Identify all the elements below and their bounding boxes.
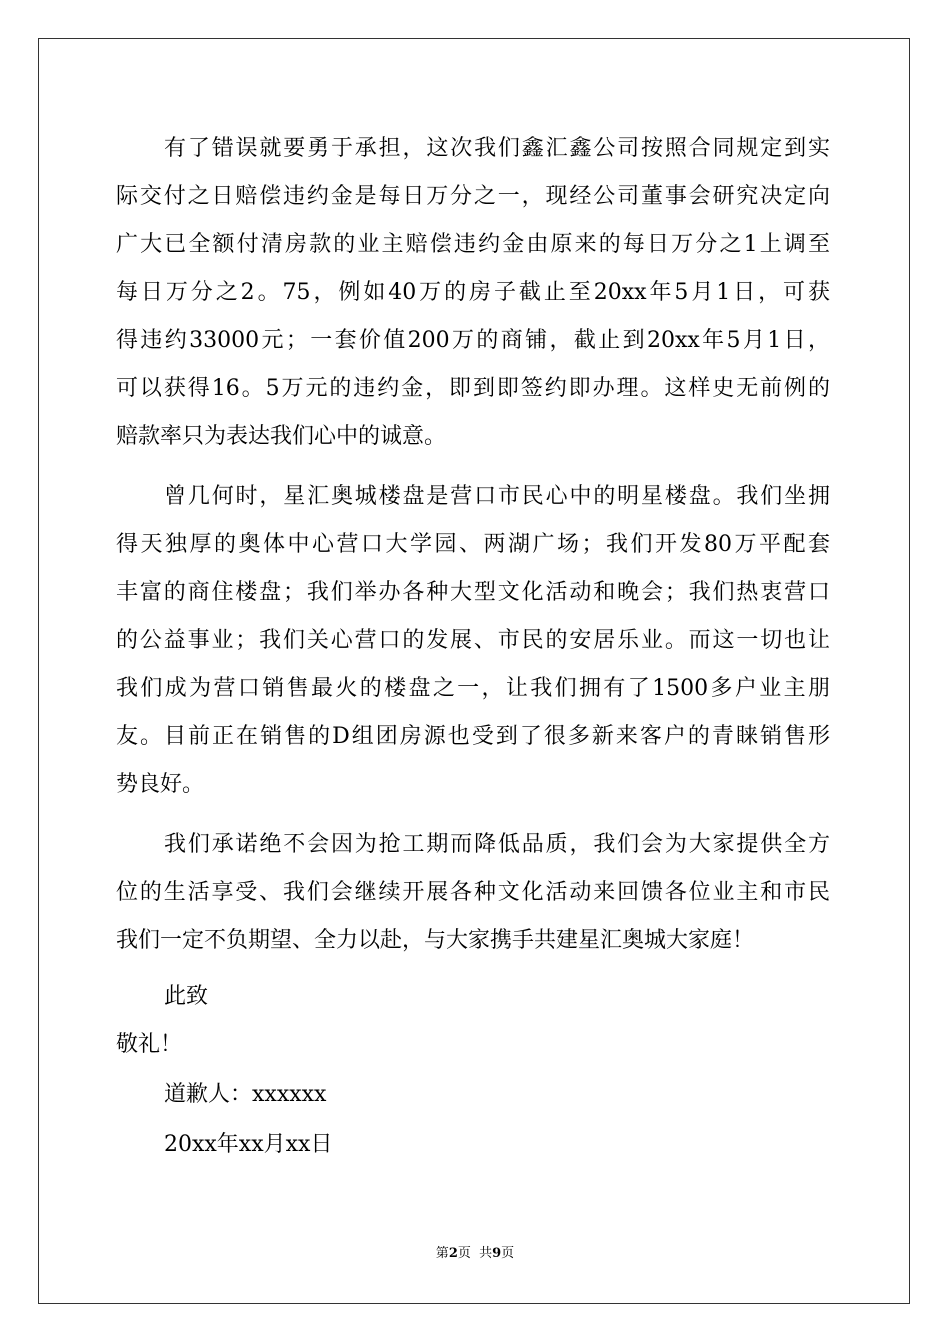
body-line: 友。目前正在销售的D组团房源也受到了很多新来客户的青睐销售形 bbox=[116, 724, 830, 749]
body-line: 我们成为营口销售最火的楼盘之一，让我们拥有了1500多户业主朋 bbox=[116, 676, 830, 701]
signer: 道歉人：xxxxxx bbox=[164, 1082, 327, 1107]
closing-respect: 敬礼！ bbox=[116, 1032, 183, 1057]
body-line: 势良好。 bbox=[116, 772, 205, 797]
body-line: 得违约33000元；一套价值200万的商铺，截止到20xx年5月1日， bbox=[116, 328, 830, 353]
page-number-total: 9 bbox=[492, 1246, 502, 1261]
body-line: 我们一定不负期望、全力以赴，与大家携手共建星汇奥城大家庭！ bbox=[116, 928, 755, 953]
body-line: 每日万分之2。75，例如40万的房子截止至20xx年5月1日，可获 bbox=[116, 280, 830, 305]
body-line: 曾几何时，星汇奥城楼盘是营口市民心中的明星楼盘。我们坐拥 bbox=[164, 484, 830, 509]
body-line: 有了错误就要勇于承担，这次我们鑫汇鑫公司按照合同规定到实 bbox=[164, 136, 830, 161]
body-line: 位的生活享受、我们会继续开展各种文化活动来回馈各位业主和市民 bbox=[116, 880, 830, 905]
page-number-suffix: 页 bbox=[501, 1246, 515, 1261]
closing-salutation: 此致 bbox=[164, 984, 209, 1009]
body-line: 广大已全额付清房款的业主赔偿违约金由原来的每日万分之1上调至 bbox=[116, 232, 830, 257]
body-line: 我们承诺绝不会因为抢工期而降低品质，我们会为大家提供全方 bbox=[164, 832, 830, 857]
page-number bbox=[0, 1244, 950, 1264]
body-line: 得天独厚的奥体中心营口大学园、两湖广场；我们开发80万平配套 bbox=[116, 532, 830, 557]
body-line: 的公益事业；我们关心营口的发展、市民的安居乐业。而这一切也让 bbox=[116, 628, 830, 653]
page-number-prefix: 第 bbox=[435, 1246, 449, 1261]
page-number-mid: 页 共 bbox=[457, 1246, 493, 1261]
body-line: 际交付之日赔偿违约金是每日万分之一，现经公司董事会研究决定向 bbox=[116, 184, 830, 209]
signature-date: 20xx年xx月xx日 bbox=[164, 1132, 333, 1157]
body-line: 可以获得16。5万元的违约金，即到即签约即办理。这样史无前例的 bbox=[116, 376, 830, 401]
body-line: 赔款率只为表达我们心中的诚意。 bbox=[116, 424, 447, 449]
page-number-current: 2 bbox=[448, 1246, 458, 1261]
body-line: 丰富的商住楼盘；我们举办各种大型文化活动和晚会；我们热衷营口 bbox=[116, 580, 830, 605]
